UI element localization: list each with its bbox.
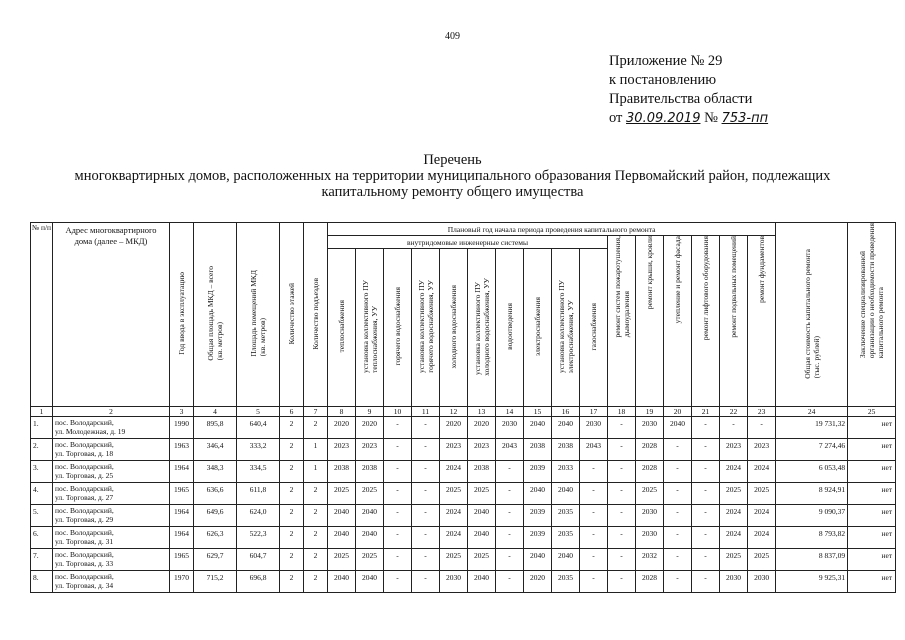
cell-c14: - [496,527,524,549]
header-cold-water: холодного водоснабжения [440,249,468,407]
cell-c9: 2025 [356,549,384,571]
cell-c8: 2038 [328,461,356,483]
cost-cell: 8 837,09 [776,549,848,571]
cost-cell: 8 793,82 [776,527,848,549]
cell-ent: 2 [304,571,328,593]
header-electric: электроснабжения [524,249,552,407]
annex-date-prefix: от [609,110,623,126]
cell-c20: - [664,571,692,593]
cell-c12: 2025 [440,549,468,571]
cell-floors: 2 [280,549,304,571]
annex-line-3: Правительства области [609,91,753,107]
cell-c16: 2035 [552,571,580,593]
cell-c9: 2025 [356,483,384,505]
cell-c17: - [580,527,608,549]
cell-c15: 2038 [524,439,552,461]
cell-floors: 2 [280,461,304,483]
address-cell [53,527,170,549]
column-number: 19 [636,407,664,417]
row-number: 5. [31,505,53,527]
row-number: 7. [31,549,53,571]
conclusion-cell: нет [848,527,896,549]
header-premises-area: Площадь помещений МКД(кв. метров) [237,223,280,407]
cell-c10: - [384,439,412,461]
column-number: 9 [356,407,384,417]
conclusion-cell: нет [848,483,896,505]
cell-c18: - [608,571,636,593]
cell-total: 626,3 [194,527,237,549]
header-foundation: ремонт фундаментов [748,236,776,407]
cell-c15: 2039 [524,527,552,549]
header-basement: ремонт подвальных помещений [720,236,748,407]
annex-line-1: Приложение № 29 [609,53,723,69]
cell-c22: 2024 [720,461,748,483]
column-number: 21 [692,407,720,417]
cell-prem: 522,3 [237,527,280,549]
cell-c20: - [664,439,692,461]
table-row [31,483,896,505]
cell-c19: 2030 [636,505,664,527]
header-elec-meter: установка коллективного ПУэлектроснабжения, УУ [552,249,580,407]
cell-year: 1965 [170,483,194,505]
cell-total: 348,3 [194,461,237,483]
address-line-2: ул. Торговая, д. 34 [55,581,114,590]
row-number: 1. [31,417,53,439]
cell-ent: 2 [304,549,328,571]
column-number: 18 [608,407,636,417]
column-number: 6 [280,407,304,417]
address-line-2: ул. Торговая, д. 27 [55,493,114,502]
cell-year: 1963 [170,439,194,461]
column-number: 25 [848,407,896,417]
cell-c14: - [496,571,524,593]
cell-year: 1964 [170,461,194,483]
column-number-row [31,407,896,417]
cell-c10: - [384,483,412,505]
cell-c12: 2025 [440,483,468,505]
cell-c21: - [692,571,720,593]
header-cold-meter: установка коллективного ПУхолодного водоснабжения, УУ [468,249,496,407]
cell-c14: 2030 [496,417,524,439]
cost-cell: 9 090,37 [776,505,848,527]
cost-cell: 7 274,46 [776,439,848,461]
row-number: 4. [31,483,53,505]
address-cell [53,505,170,527]
column-number: 24 [776,407,848,417]
cell-c19: 2030 [636,417,664,439]
header-sewage: водоотведения [496,249,524,407]
cell-c16: 2040 [552,417,580,439]
cell-c9: 2040 [356,505,384,527]
cell-c13: 2040 [468,571,496,593]
header-hot-meter: установка коллективного ПУгорячего водоснабжения, УУ [412,249,440,407]
cell-year: 1964 [170,505,194,527]
cell-c14: 2043 [496,439,524,461]
cell-c23: 2024 [748,527,776,549]
annex-line-2: к постановлению [609,72,717,88]
cell-c8: 2020 [328,417,356,439]
header-fire: ремонт систем пожаротушения,дымоудаления [608,236,636,407]
cell-c10: - [384,549,412,571]
table-row [31,571,896,593]
cell-c21: - [692,461,720,483]
address-line-1: пос. Володарский, [55,506,114,515]
cell-c9: 2040 [356,527,384,549]
table-row [31,549,896,571]
header-total-area: Общая площадь МКД – всего(кв. метров) [194,223,237,407]
cell-c10: - [384,461,412,483]
cell-c16: 2035 [552,505,580,527]
document-title [0,152,905,200]
cell-prem: 604,7 [237,549,280,571]
column-number: 23 [748,407,776,417]
column-number: 1 [31,407,53,417]
cell-c12: 2024 [440,505,468,527]
header-floors: Количество этажей [280,223,304,407]
cell-c13: 2040 [468,527,496,549]
row-number: 3. [31,461,53,483]
cell-c12: 2023 [440,439,468,461]
table-row [31,505,896,527]
cell-c23: 2025 [748,549,776,571]
cell-ent: 2 [304,505,328,527]
address-line-1: пос. Володарский, [55,418,114,427]
header-hot-water: горячего водоснабжения [384,249,412,407]
cell-c11: - [412,439,440,461]
cell-c22: 2023 [720,439,748,461]
cell-c9: 2023 [356,439,384,461]
conclusion-cell: нет [848,549,896,571]
header-num: № п/п [31,223,53,407]
cell-c13: 2023 [468,439,496,461]
cell-year: 1965 [170,549,194,571]
cell-ent: 1 [304,461,328,483]
cell-c13: 2020 [468,417,496,439]
conclusion-cell: нет [848,571,896,593]
cell-c11: - [412,417,440,439]
cell-c23: 2025 [748,483,776,505]
cell-c13: 2040 [468,505,496,527]
cell-floors: 2 [280,527,304,549]
cell-c12: 2024 [440,527,468,549]
cell-c19: 2028 [636,461,664,483]
header-in-house: внутридомовые инженерные системы [328,236,608,249]
column-number: 16 [552,407,580,417]
column-number: 13 [468,407,496,417]
cell-c18: - [608,527,636,549]
cell-floors: 2 [280,505,304,527]
column-number: 3 [170,407,194,417]
cell-c11: - [412,549,440,571]
cell-c23: 2030 [748,571,776,593]
cell-c19: 2028 [636,439,664,461]
cell-c9: 2040 [356,571,384,593]
cell-c17: - [580,505,608,527]
address-line-2: ул. Торговая, д. 33 [55,559,114,568]
cell-prem: 696,8 [237,571,280,593]
cell-ent: 2 [304,417,328,439]
header-planned: Плановый год начала периода проведения капитального ремонта [328,223,776,236]
header-heat-meter: установка коллективного ПУтеплоснабжения, УУ [356,249,384,407]
cell-c15: 2020 [524,571,552,593]
annex-number: 753-пп [721,111,769,126]
cell-c21: - [692,527,720,549]
table-row [31,461,896,483]
cell-c8: 2023 [328,439,356,461]
cost-cell: 9 925,31 [776,571,848,593]
cell-ent: 2 [304,483,328,505]
cell-total: 636,6 [194,483,237,505]
annex-block [609,52,768,128]
cell-c23: 2024 [748,505,776,527]
header-lift: ремонт лифтового оборудования [692,236,720,407]
address-line-1: пос. Володарский, [55,528,114,537]
cell-c21: - [692,439,720,461]
address-cell [53,461,170,483]
cell-c13: 2025 [468,483,496,505]
cell-prem: 334,5 [237,461,280,483]
cell-c11: - [412,505,440,527]
column-number: 5 [237,407,280,417]
table-row [31,439,896,461]
cell-c22: 2030 [720,571,748,593]
address-line-1: пос. Володарский, [55,484,114,493]
cell-c16: 2038 [552,439,580,461]
address-cell [53,483,170,505]
cell-ent: 1 [304,439,328,461]
header-gas: газоснабжения [580,249,608,407]
address-cell [53,571,170,593]
cell-c13: 2038 [468,461,496,483]
address-line-1: пос. Володарский, [55,572,114,581]
conclusion-cell: нет [848,505,896,527]
address-line-1: пос. Володарский, [55,462,114,471]
cell-c21: - [692,505,720,527]
cell-c16: 2040 [552,483,580,505]
cell-year: 1990 [170,417,194,439]
address-line-1: пос. Володарский, [55,550,114,559]
cell-c16: 2040 [552,549,580,571]
cell-c21: - [692,549,720,571]
conclusion-cell: нет [848,417,896,439]
header-roof: ремонт крыши, кровли [636,236,664,407]
cell-c17: 2030 [580,417,608,439]
cell-c10: - [384,571,412,593]
cell-c15: 2040 [524,417,552,439]
cell-c14: - [496,505,524,527]
title-line-3: капитальному ремонту общего имущества [321,184,584,200]
cell-c22: - [720,417,748,439]
row-number: 8. [31,571,53,593]
header-cost: Общая стоимость капитального ремонта(тыс. рублей) [776,223,848,407]
cell-c17: - [580,549,608,571]
column-number: 8 [328,407,356,417]
conclusion-cell: нет [848,439,896,461]
cell-c18: - [608,549,636,571]
address-line-2: ул. Торговая, д. 31 [55,537,114,546]
cell-c11: - [412,461,440,483]
header-conclusion: Заключение специализированнойорганизации о необходимости проведениякапитального ремонта [848,223,896,407]
cell-c8: 2040 [328,571,356,593]
cost-cell: 19 731,32 [776,417,848,439]
cell-c9: 2020 [356,417,384,439]
cell-c21: - [692,483,720,505]
cell-c18: - [608,505,636,527]
conclusion-cell: нет [848,461,896,483]
address-line-2: ул. Торговая, д. 25 [55,471,114,480]
annex-date-line [609,109,768,128]
cell-floors: 2 [280,483,304,505]
cell-c18: - [608,439,636,461]
cell-c13: 2025 [468,549,496,571]
cost-cell: 8 924,91 [776,483,848,505]
cell-c15: 2039 [524,461,552,483]
cell-year: 1970 [170,571,194,593]
table-row [31,417,896,439]
cell-prem: 624,0 [237,505,280,527]
cell-c11: - [412,527,440,549]
column-number: 7 [304,407,328,417]
cell-year: 1964 [170,527,194,549]
column-number: 4 [194,407,237,417]
cell-c22: 2025 [720,483,748,505]
table-row [31,527,896,549]
cell-c19: 2032 [636,549,664,571]
cell-c16: 2033 [552,461,580,483]
cell-c22: 2024 [720,527,748,549]
cell-c14: - [496,549,524,571]
cell-floors: 2 [280,439,304,461]
address-line-1: пос. Володарский, [55,440,114,449]
cell-total: 649,6 [194,505,237,527]
cell-c11: - [412,571,440,593]
cell-c22: 2024 [720,505,748,527]
header-address: Адрес многоквартирного дома (далее – МКД) [53,223,170,407]
cell-c9: 2038 [356,461,384,483]
cell-c17: - [580,461,608,483]
cell-c19: 2028 [636,571,664,593]
cell-c20: - [664,505,692,527]
table-body [31,417,896,593]
cell-c16: 2035 [552,527,580,549]
cell-c14: - [496,483,524,505]
cell-total: 629,7 [194,549,237,571]
cell-floors: 2 [280,417,304,439]
address-cell [53,549,170,571]
column-number: 17 [580,407,608,417]
title-line-1: Перечень [423,152,482,168]
cell-c18: - [608,417,636,439]
address-line-2: ул. Молодежная, д. 19 [55,427,126,436]
cell-c22: 2025 [720,549,748,571]
page-number: 409 [445,31,460,42]
column-number: 20 [664,407,692,417]
header-year: Год ввода в эксплуатацию [170,223,194,407]
cell-c12: 2024 [440,461,468,483]
cell-c12: 2030 [440,571,468,593]
cell-c10: - [384,527,412,549]
column-number: 11 [412,407,440,417]
cell-c23: 2024 [748,461,776,483]
cell-c19: 2025 [636,483,664,505]
address-line-2: ул. Торговая, д. 18 [55,449,114,458]
cell-c17: 2043 [580,439,608,461]
cell-c20: - [664,549,692,571]
cell-c14: - [496,461,524,483]
cell-c20: - [664,527,692,549]
cell-c18: - [608,483,636,505]
column-number: 15 [524,407,552,417]
cell-c15: 2040 [524,483,552,505]
cell-c8: 2025 [328,483,356,505]
annex-number-prefix: № [704,110,718,126]
cell-c23: - [748,417,776,439]
cell-c18: - [608,461,636,483]
cell-c8: 2025 [328,549,356,571]
row-number: 6. [31,527,53,549]
column-number: 10 [384,407,412,417]
column-number: 22 [720,407,748,417]
cell-c17: - [580,483,608,505]
cell-prem: 640,4 [237,417,280,439]
cell-total: 895,8 [194,417,237,439]
cell-ent: 2 [304,527,328,549]
cell-total: 715,2 [194,571,237,593]
cell-c17: - [580,571,608,593]
cell-total: 346,4 [194,439,237,461]
cell-c11: - [412,483,440,505]
header-facade: утепление и ремонт фасада [664,236,692,407]
header-heat: теплоснабжения [328,249,356,407]
address-line-2: ул. Торговая, д. 29 [55,515,114,524]
cell-c15: 2040 [524,549,552,571]
cell-c20: - [664,483,692,505]
cell-c8: 2040 [328,505,356,527]
column-number: 2 [53,407,170,417]
column-number: 14 [496,407,524,417]
title-line-2: многоквартирных домов, расположенных на территории муниципального образования Первомайский район, подлежащих [74,168,831,184]
header-entrances: Количество подъездов [304,223,328,407]
cell-c19: 2030 [636,527,664,549]
cell-c10: - [384,417,412,439]
repair-table [30,222,896,593]
annex-date: 30.09.2019 [626,111,701,126]
column-number: 12 [440,407,468,417]
cell-c8: 2040 [328,527,356,549]
address-cell [53,439,170,461]
cell-c21: - [692,417,720,439]
cell-c20: - [664,461,692,483]
cell-prem: 611,8 [237,483,280,505]
address-cell [53,417,170,439]
cell-floors: 2 [280,571,304,593]
cell-c23: 2023 [748,439,776,461]
cell-c15: 2039 [524,505,552,527]
cell-prem: 333,2 [237,439,280,461]
column-numbers [31,407,896,417]
cost-cell: 6 053,48 [776,461,848,483]
cell-c10: - [384,505,412,527]
cell-c12: 2020 [440,417,468,439]
row-number: 2. [31,439,53,461]
cell-c20: 2040 [664,417,692,439]
